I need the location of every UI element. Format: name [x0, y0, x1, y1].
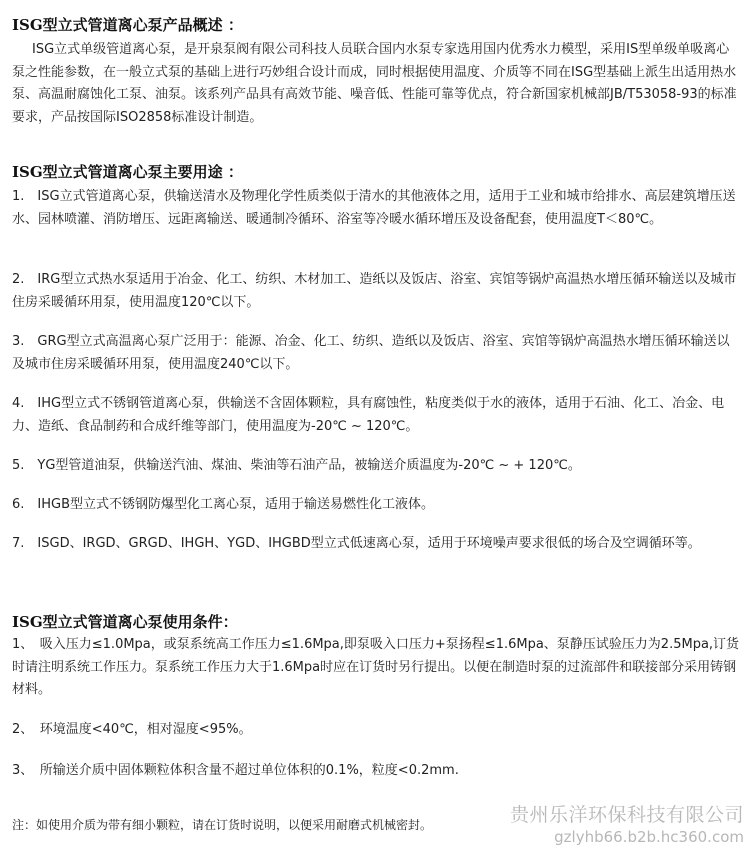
condition-item-3: 3、 所输送介质中固体颗粒体积含量不超过单位体积的0.1%，粒度<0.2mm.: [12, 763, 459, 778]
use-item-4: 4. IHG型立式不锈钢管道离心泵，供输送不含固体颗粒，具有腐蚀性，粘度类似于水的液体，适用于石油、化工、冶金、电力、造纸、食品制药和合成纤维等部门，使用温度为-20℃ ~ 120℃。: [12, 396, 725, 434]
use-item-7: 7. ISGD、IRGD、GRGD、IHGH、YGD、IHGBD型立式低速离心泵，适用于环境噪声要求很低的场合及空调循环等。: [12, 536, 701, 551]
conditions-title: ISG型立式管道离心泵使用条件：: [12, 613, 238, 631]
watermark-url: gzlyhb66.b2b.hc360.com: [554, 828, 744, 846]
order-note: 注：如使用介质为带有细小颗粒，请在订货时说明，以便采用耐磨式机械密封。: [12, 818, 433, 832]
use-item-3: 3. GRG型立式高温离心泵广泛用于：能源、冶金、化工、纺织、造纸以及饭店、浴室、宾馆等锅炉高温热水增压循环输送以及城市住房采暖循环用泵，使用温度240℃以下。: [12, 334, 730, 372]
overview-paragraph: ISG立式单级管道离心泵，是开泉泵阀有限公司科技人员联合国内水泵专家选用国内优秀水力模型，采用IS型单级单吸离心泵之性能参数，在一般立式泵的基础上进行巧妙组合设计而成，同时根据使用温度、介质等不同在ISG型基础上派生出适用热水泵、高温耐腐蚀化工泵、油泵。该系列产品具有高效节能、噪音低、性能可靠等优点，符合新国家机械部JB/T53058-93的标准要求，产品按国际ISO2858标准设计制造。: [12, 42, 737, 125]
use-item-1: 1. ISG立式管道离心泵，供输送清水及物理化学性质类似于清水的其他液体之用，适用于工业和城市给排水、高层建筑增压送水、园林喷灌、消防增压、远距离输送、暖通制冷循环、浴室等冷暖水循环增压及设备配套，使用温度T＜80℃。: [12, 189, 736, 227]
watermark: [510, 803, 744, 847]
condition-item-1: 1、 吸入压力≤1.0Mpa，或泵系统高工作压力≤1.6Mpa,即泵吸入口压力+泵扬程≤1.6Mpa、泵静压试验压力为2.5Mpa,订货时请注明系统工作压力。泵系统工作压力大于1.6Mpa时应在订货时另行提出。以便在制造时泵的过流部件和联接部分采用铸钢材料。: [12, 637, 740, 697]
overview-title: ISG型立式管道离心泵产品概述 ：: [12, 16, 243, 34]
use-item-6: 6. IHGB型立式不锈钢防爆型化工离心泵，适用于输送易燃性化工液体。: [12, 497, 435, 512]
uses-title: ISG型立式管道离心泵主要用途 ：: [12, 163, 243, 181]
condition-item-2: 2、 环境温度<40℃，相对湿度<95%。: [12, 722, 252, 737]
use-item-5: 5. YG型管道油泵，供输送汽油、煤油、柴油等石油产品，被输送介质温度为-20℃ ~ + 120℃。: [12, 458, 581, 473]
use-item-2: 2. IRG型立式热水泵适用于冶金、化工、纺织、木材加工、造纸以及饭店、浴室、宾馆等锅炉高温热水增压循环输送以及城市住房采暖循环用泵，使用温度120℃以下。: [12, 272, 737, 310]
watermark-company: 贵州乐洋环保科技有限公司: [509, 804, 744, 826]
